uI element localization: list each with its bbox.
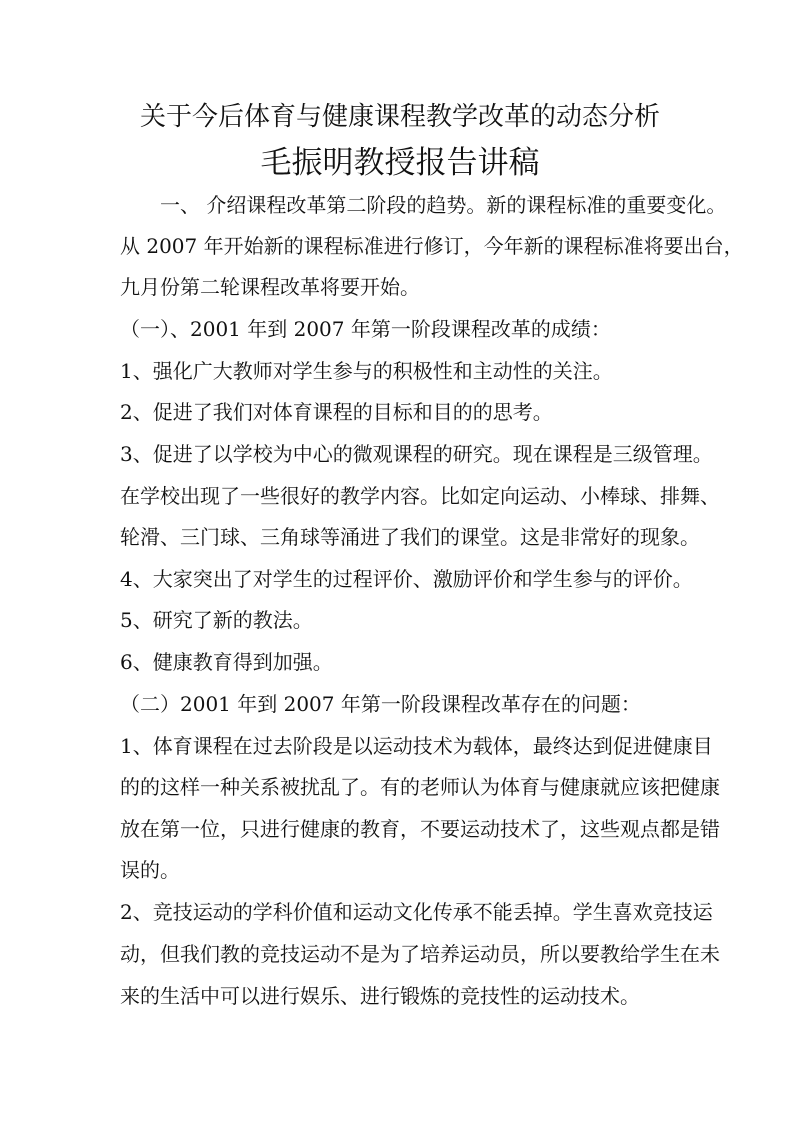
paragraph-line: 在学校出现了一些很好的教学内容。比如定向运动、小棒球、排舞、 — [120, 484, 720, 508]
paragraph-line: 的的这样一种关系被扰乱了。有的老师认为体育与健康就应该把健康 — [120, 775, 720, 799]
list-item: 2、促进了我们对体育课程的目标和目的的思考。 — [120, 400, 553, 424]
list-item: 6、健康教育得到加强。 — [120, 650, 333, 674]
subsection-heading-1: （一）、2001 年到 2007 年第一阶段课程改革的成绩： — [120, 317, 611, 341]
list-item: 2、竞技运动的学科价值和运动文化传承不能丢掉。学生喜欢竞技运 — [120, 900, 713, 924]
list-item: 1、强化广大教师对学生参与的积极性和主动性的关注。 — [120, 359, 613, 383]
list-item: 4、大家突出了对学生的过程评价、激励评价和学生参与的评价。 — [120, 567, 693, 591]
paragraph-line: 轮滑、三门球、三角球等涌进了我们的课堂。这是非常好的现象。 — [120, 525, 700, 549]
paragraph-line: 从 2007 年开始新的课程标准进行修订，今年新的课程标准将要出台， — [120, 234, 744, 258]
document-title: 关于今后体育与健康课程教学改革的动态分析 — [139, 102, 660, 132]
document-subtitle: 毛振明教授报告讲稿 — [260, 145, 540, 181]
paragraph-line: 来的生活中可以进行娱乐、进行锻炼的竞技性的运动技术。 — [120, 984, 640, 1008]
section-heading-1: 一、 介绍课程改革第二阶段的趋势。新的课程标准的重要变化。 — [160, 193, 727, 217]
paragraph-line: 九月份第二轮课程改革将要开始。 — [120, 275, 420, 299]
list-item: 3、促进了以学校为中心的微观课程的研究。现在课程是三级管理。 — [120, 442, 713, 466]
paragraph-line: 误的。 — [120, 858, 180, 882]
list-item: 5、研究了新的教法。 — [120, 608, 313, 632]
list-item: 1、体育课程在过去阶段是以运动技术为载体，最终达到促进健康目 — [120, 734, 713, 758]
paragraph-line: 放在第一位，只进行健康的教育，不要运动技术了，这些观点都是错 — [120, 817, 720, 841]
subsection-heading-2: （二）2001 年到 2007 年第一阶段课程改革存在的问题： — [120, 692, 641, 716]
paragraph-line: 动，但我们教的竞技运动不是为了培养运动员，所以要教给学生在未 — [120, 942, 720, 966]
